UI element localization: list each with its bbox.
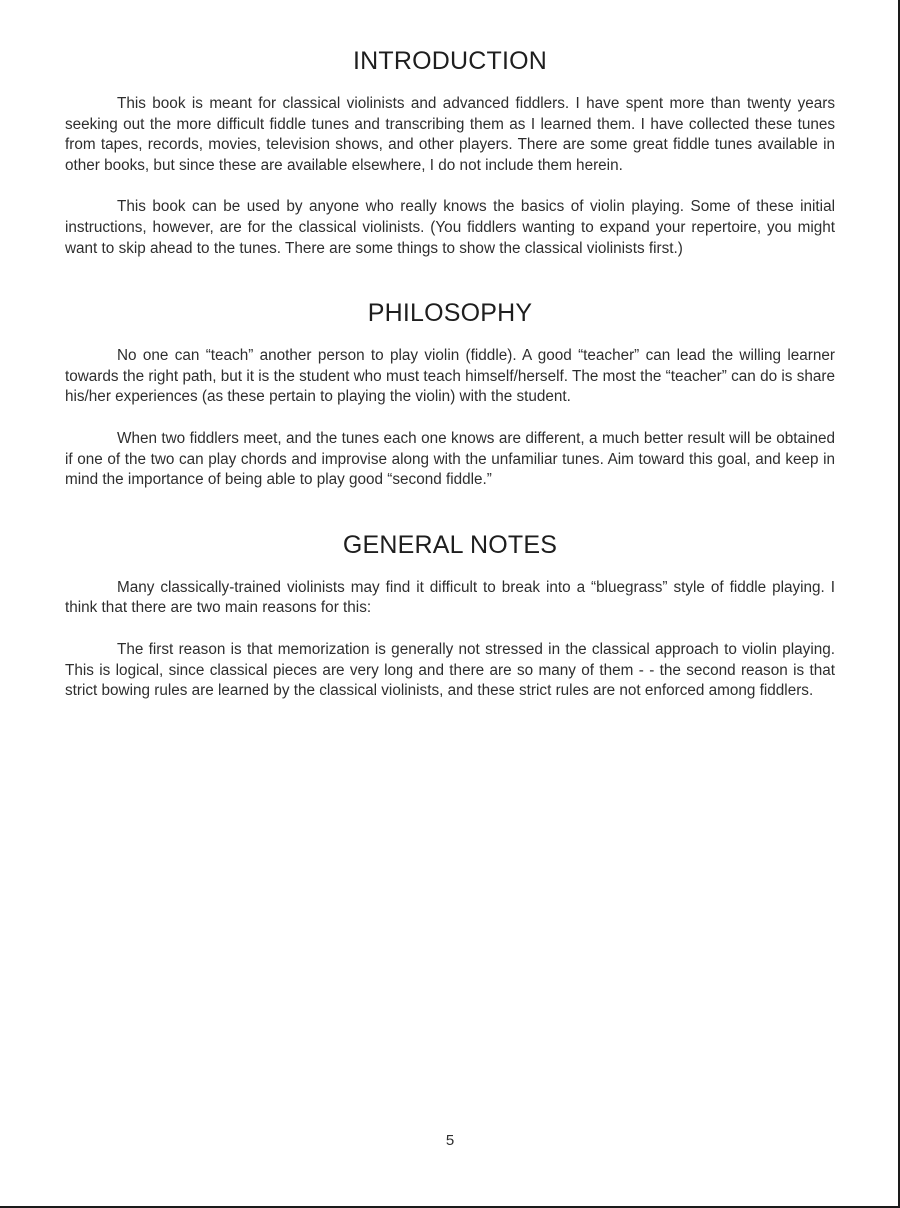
section-philosophy bbox=[65, 297, 835, 491]
section-heading: INTRODUCTION bbox=[352, 47, 548, 75]
paragraph: This book can be used by anyone who really knows the basics of violin playing. Some of these initial instructions, however, are for the classical violinists. (You fiddlers wanting to expand your repertoire, you might want to skip ahead to the tunes. There are some things to show the classical violinists first.) bbox=[65, 198, 835, 257]
paragraph: Many classically-trained violinists may find it difficult to break into a “bluegrass” style of fiddle playing. I think that there are two main reasons for this: bbox=[65, 578, 835, 617]
page-content bbox=[65, 45, 835, 702]
paragraph: No one can “teach” another person to play violin (fiddle). A good “teacher” can lead the willing learner towards the right path, but it is the student who must teach himself/herself. The most the “teacher” can do is share his/her experiences (as these pertain to playing the violin) with the student. bbox=[65, 347, 835, 406]
paragraph: The first reason is that memorization is generally not stressed in the classical approach to violin playing. This is logical, since classical pieces are very long and there are so many of them - - the second reason is that strict bowing rules are learned by the classical violinists, and these strict rules are not enforced among fiddlers. bbox=[65, 640, 835, 700]
section-general-notes bbox=[65, 529, 835, 702]
paragraph: When two fiddlers meet, and the tunes each one knows are different, a much better result will be obtained if one of the two can play chords and improvise along with the unfamiliar tunes. Aim toward this goal, and keep in mind the importance of being able to play good “second fiddle.” bbox=[65, 429, 835, 489]
page-number: 5 bbox=[445, 1132, 455, 1149]
paragraph: This book is meant for classical violinists and advanced fiddlers. I have spent more than twenty years seeking out the more difficult fiddle tunes and transcribing them as I learned them. I have collected these tunes from tapes, records, movies, television shows, and other players. There are some great fiddle tunes available in other books, but since these are available elsewhere, I do not include them herein. bbox=[65, 95, 835, 174]
section-heading: PHILOSOPHY bbox=[367, 299, 533, 328]
section-introduction bbox=[65, 45, 835, 259]
section-heading: GENERAL NOTES bbox=[342, 530, 558, 559]
